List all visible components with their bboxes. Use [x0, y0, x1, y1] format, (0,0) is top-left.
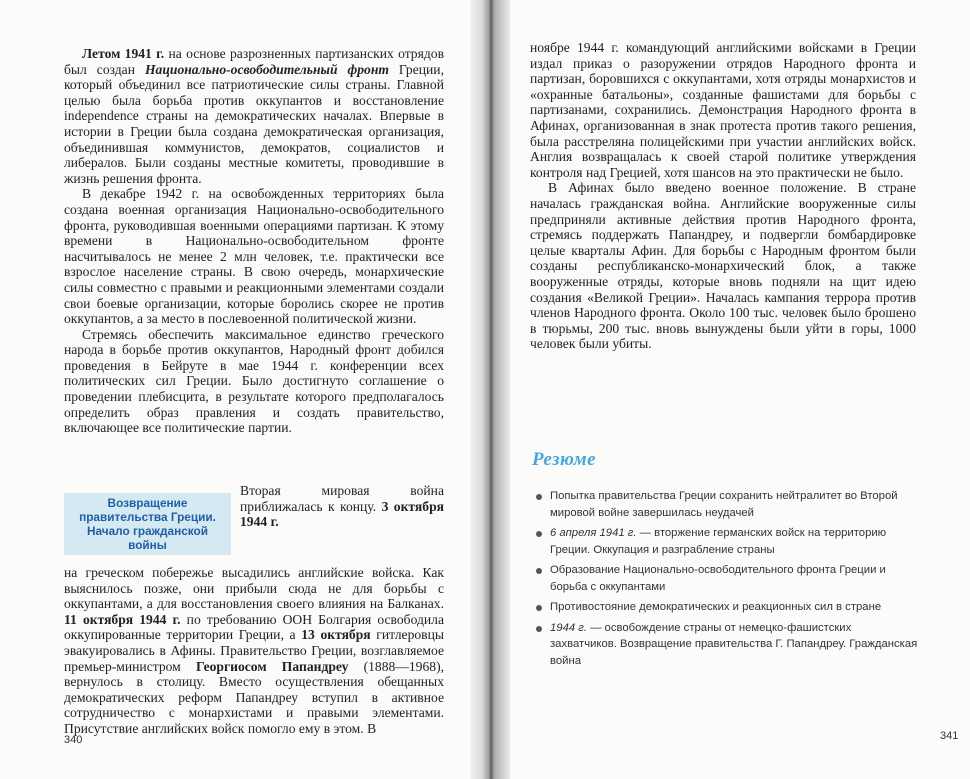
text-run: (1888—1968), вернулось в столицу. Вместо осуществления обещанных демократических реформ Папандреу вступил в активное сотрудничество с монархистами и правыми элементами. Присутствие английских войск помогло ему в этом. В	[64, 658, 445, 736]
list-item	[536, 525, 920, 558]
paragraph: Стремясь обеспечить максимальное единство греческого народа в борьбе против оккупантов, Народный фронт добился проведения в Бейруте в мае 1944 г. конференции всех политических сил Греции. Было достигнуто соглашение о проведении плебисцита, в результате которого предполагалось определить образ правления и создать правительство, включающее все политические партии.	[64, 326, 444, 436]
item-text: — освобождение страны от немецко-фашистских захватчиков. Возвращение правительства Г. Папандреу. Гражданская война	[550, 621, 918, 667]
section-start	[64, 483, 444, 567]
item-date: 6 апреля 1941 г.	[550, 527, 637, 539]
item-date: 1944 г.	[550, 621, 587, 634]
text-run: по требованию ООН Болгария освободила оккупированные территории Греции, а	[64, 611, 444, 643]
summary-heading: Резюме	[532, 449, 597, 470]
bold-name: Георгиосом Папандреу	[195, 658, 349, 674]
list-item	[536, 488, 920, 521]
text-run: Вторая мировая война приближалась к концу.	[240, 483, 444, 514]
bullet-icon	[536, 494, 542, 500]
list-item	[536, 620, 920, 670]
book-gutter	[470, 0, 510, 779]
text-run: гитлеровцы эвакуировались в Афины. Правительство Греции, возглавляемое премьер-министром	[64, 627, 444, 674]
bullet-icon	[536, 531, 542, 537]
paragraph	[64, 565, 444, 737]
right-main-text	[530, 40, 916, 352]
item-text: Противостояние демократических и реакционных сил в стране	[550, 601, 882, 613]
left-main-text	[64, 46, 444, 436]
item-text: — вторжение германских войск на территорию Греции. Оккупация и разграбление страны	[550, 527, 887, 556]
bold-date: 3 октября 1944 г.	[240, 498, 444, 530]
left-continued-text	[64, 565, 444, 737]
text-run: на основе разрозненных партизанских отрядов был создан	[64, 46, 444, 77]
text-run: на греческом побережье высадились английские войска. Как выяснилось позже, они прибыли сюда не для борьбы с оккупантами, а для восстановления своего влияния на Балканах.	[64, 565, 444, 612]
text-run: Греции, который объединил все патриотические силы страны. Главной целью была борьба против оккупантов и восстановление independence страны на демократических началах. Впервые в истории в Греции была создана демократическая организация, объединившая коммунистов, демократов, социалистов и либералов. Были созданы местные комитеты, проводившие в жизнь решения фронта.	[64, 61, 444, 186]
bold-date: 13 октября	[301, 627, 371, 643]
list-item	[536, 562, 920, 595]
bullet-icon	[536, 568, 542, 574]
bullet-icon	[536, 605, 542, 611]
paragraph: В Афинах было введено военное положение. В стране началась гражданская война. Английские вооруженные силы предприняли активные действия против Народного фронта, стремясь поддержать Папандреу, и подвергли бомбардировке целые кварталы Афин. Для борьбы с Народным фронтом были созданы республиканско-монархический блок, а также вооруженные отряды, которые вновь подняли на щит идею создания «Великой Греции». Началась кампания террора против членов Народного фронта. Около 100 тыс. человек было брошено в тюрьмы, 200 тыс. вновь вынуждены были уйти в горы, 1000 человек были убиты.	[530, 180, 916, 352]
item-text: Образование Национально-освободительного фронта Греции и борьба с оккупантами	[550, 564, 886, 593]
paragraph: ноябре 1944 г. командующий английскими войсками в Греции издал приказ о разоружении отрядов Народного фронта и партизан, боровшихся с оккупантами, хотя отряды монархистов и «охранные батальоны», созданные фашистами для борьбы с партизанами, сохранились. Демонстрация Народного фронта в Афинах, организованная в знак протеста против такого решения, была расстреляна полицейскими при участии английских войск. Англия возвращалась к своей старой политике утверждения контроля над Грецией, хотя шансов на это практически не было.	[530, 40, 916, 180]
term-highlight: Национально-освободительный фронт	[144, 61, 389, 77]
bold-date: Летом 1941 г.	[82, 46, 165, 61]
paragraph	[64, 46, 444, 186]
list-item	[536, 599, 920, 616]
page-number: 340	[64, 734, 83, 746]
paragraph	[240, 483, 444, 530]
bold-date: 11 октября 1944 г.	[64, 611, 181, 627]
paragraph: В декабре 1942 г. на освобожденных территориях была создана военная организация Национально-освободительного фронта, руководившая военными операциями партизан. К этому времени в Национально-освободительном фронте насчитывалось не менее 2 млн человек, т.е. практически все взрослое население страны. В свою очередь, монархические силы совместно с правыми и реакционными элементами создали свои боевые организации, которые боролись скорее не против оккупантов, а за место в послевоенной политической жизни.	[64, 186, 444, 327]
left-page	[0, 0, 470, 779]
item-text: Попытка правительства Греции сохранить нейтралитет во Второй мировой войне завершилась неудачей	[550, 490, 898, 519]
section-sidebox: Возвращение правительства Греции. Начало гражданской войны	[64, 493, 231, 555]
page-number: 341	[940, 730, 959, 742]
right-page	[510, 0, 970, 779]
bullet-icon	[536, 626, 542, 632]
summary-list	[536, 488, 920, 673]
